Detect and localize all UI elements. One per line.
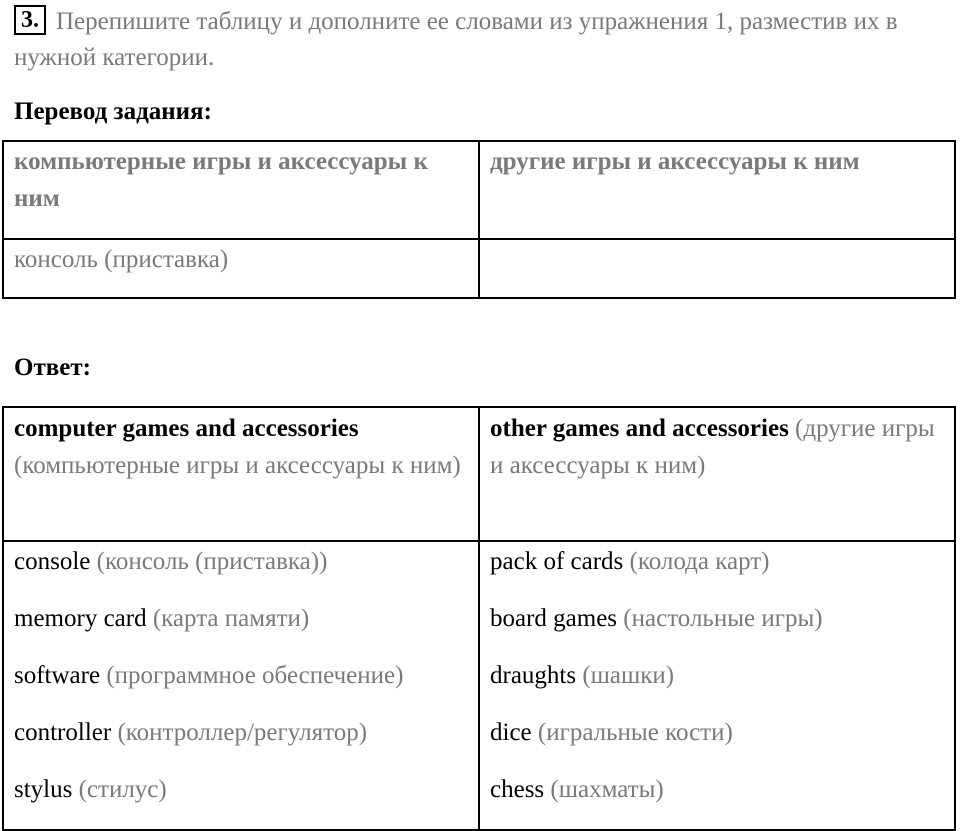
table-header-cell <box>3 407 479 541</box>
list-item: board games (настольные игры) <box>490 605 823 632</box>
table-row <box>3 239 955 298</box>
header-translation: (компьютерные игры и аксессуары к ним) <box>14 452 461 479</box>
task-statement <box>14 4 944 76</box>
table-row <box>3 541 955 830</box>
table-header-cell: другие игры и аксессуары к ним <box>479 141 955 239</box>
table-cell-left <box>3 541 479 830</box>
list-item: controller (контроллер/регулятор) <box>14 719 368 746</box>
list-item: dice (игральные кости) <box>490 719 733 746</box>
task-number: 3. <box>14 5 46 35</box>
answer-heading: Ответ: <box>14 354 91 381</box>
header-english: computer games and accessories <box>14 415 359 442</box>
list-item: pack of cards (колода карт) <box>490 548 770 575</box>
translation-table <box>2 140 956 299</box>
header-english: other games and accessories <box>490 415 789 442</box>
table-cell: консоль (приставка) <box>3 239 479 298</box>
list-item: chess (шахматы) <box>490 776 664 803</box>
list-item: software (программное обеспечение) <box>14 662 404 689</box>
table-cell-right <box>479 541 955 830</box>
table-cell <box>479 239 955 298</box>
list-item: memory card (карта памяти) <box>14 605 310 632</box>
table-header-row <box>3 407 955 541</box>
task-text: Перепишите таблицу и дополните ее словами из упражнения 1, разместив их в нужной категории. <box>14 8 898 71</box>
table-header-row <box>3 141 955 239</box>
list-item: stylus (стилус) <box>14 776 167 803</box>
answer-table <box>2 406 956 831</box>
list-item: console (консоль (приставка)) <box>14 548 328 575</box>
table-header-cell: компьютерные игры и аксессуары к ним <box>3 141 479 239</box>
table-header-cell <box>479 407 955 541</box>
list-item: draughts (шашки) <box>490 662 675 689</box>
header-translation: (другие игры и аксессуары к ним) <box>490 415 935 479</box>
translation-heading: Перевод задания: <box>14 98 212 125</box>
